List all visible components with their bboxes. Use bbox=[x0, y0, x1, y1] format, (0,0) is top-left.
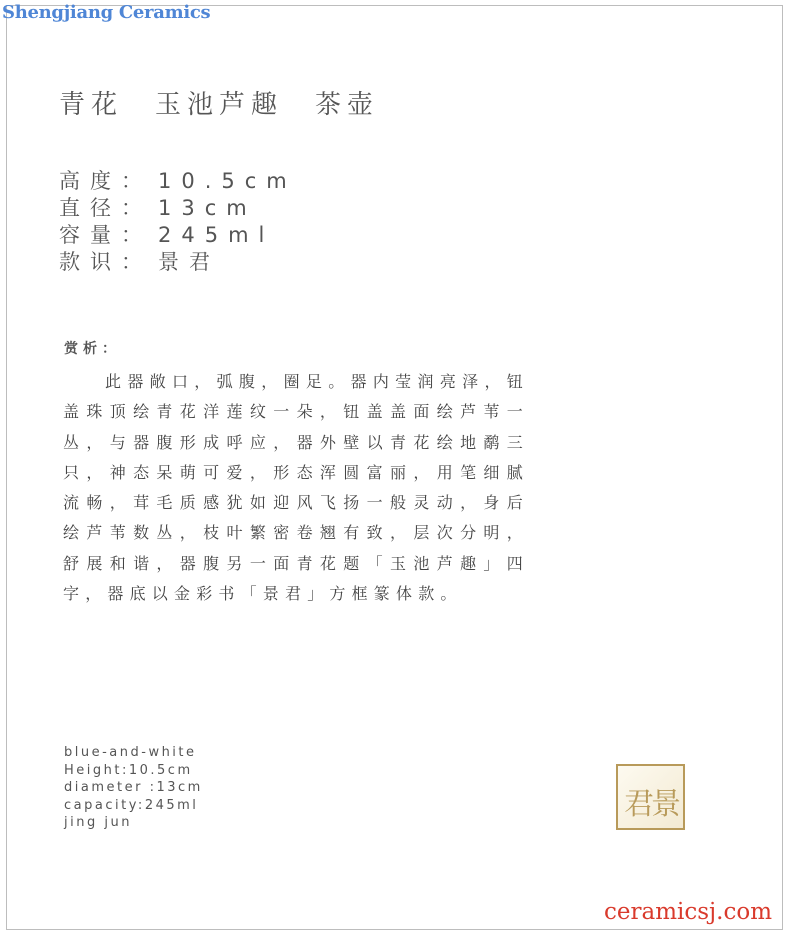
english-spec-line: Height:10.5cm bbox=[64, 762, 193, 778]
spec-label: 款识 bbox=[59, 250, 121, 274]
spec-separator: ： bbox=[121, 196, 152, 220]
seal-mark-icon bbox=[620, 767, 682, 827]
spec-label: 直径 bbox=[59, 196, 121, 220]
seal-char-right: 景 bbox=[650, 787, 681, 822]
spec-label: 容量 bbox=[59, 223, 121, 247]
spec-label: 高度 bbox=[59, 169, 121, 193]
spec-row bbox=[59, 219, 297, 246]
spec-value: 245ml bbox=[158, 223, 275, 247]
seal-char-left: 君 bbox=[623, 787, 654, 822]
spec-separator: ： bbox=[121, 223, 152, 247]
spec-row bbox=[59, 165, 297, 192]
spec-row bbox=[59, 246, 297, 273]
appreciation-heading: 赏析： bbox=[64, 341, 121, 357]
english-spec-line: blue-and-white bbox=[64, 745, 197, 760]
spec-value: 13cm bbox=[158, 196, 257, 220]
english-spec-line: diameter :13cm bbox=[64, 780, 203, 795]
bottom-watermark: ceramicsj.com bbox=[604, 899, 773, 925]
seal-stamp bbox=[616, 764, 685, 830]
english-spec-line: capacity:245ml bbox=[64, 797, 199, 813]
product-title: 青花 玉池芦趣 茶壶 bbox=[59, 90, 380, 120]
top-watermark: Shengjiang Ceramics bbox=[2, 2, 211, 23]
english-spec-list bbox=[64, 744, 203, 832]
spec-separator: ： bbox=[121, 169, 152, 193]
spec-separator: ： bbox=[121, 250, 152, 274]
spec-row bbox=[59, 192, 297, 219]
spec-value: 景君 bbox=[158, 250, 220, 274]
english-spec-line: jing jun bbox=[64, 815, 132, 830]
spec-value: 10.5cm bbox=[158, 169, 297, 193]
spec-list bbox=[59, 165, 297, 273]
appreciation-text: 此器敞口，弧腹，圈足。器内莹润亮泽，钮盖珠顶绘青花洋莲纹一朵，钮盖盖面绘芦苇一丛，与器腹形成呼应，器外壁以青花绘地鹬三只，神态呆萌可爱，形态浑圆富丽，用笔细腻流畅，茸毛质感犹如迎风飞扬一般灵动，身后绘芦苇数丛，枝叶繁密卷翘有致，层次分明，舒展和谐，器腹另一面青花题「玉池芦趣」四字，器底以金彩书「景君」方框篆体款。 bbox=[63, 372, 529, 604]
